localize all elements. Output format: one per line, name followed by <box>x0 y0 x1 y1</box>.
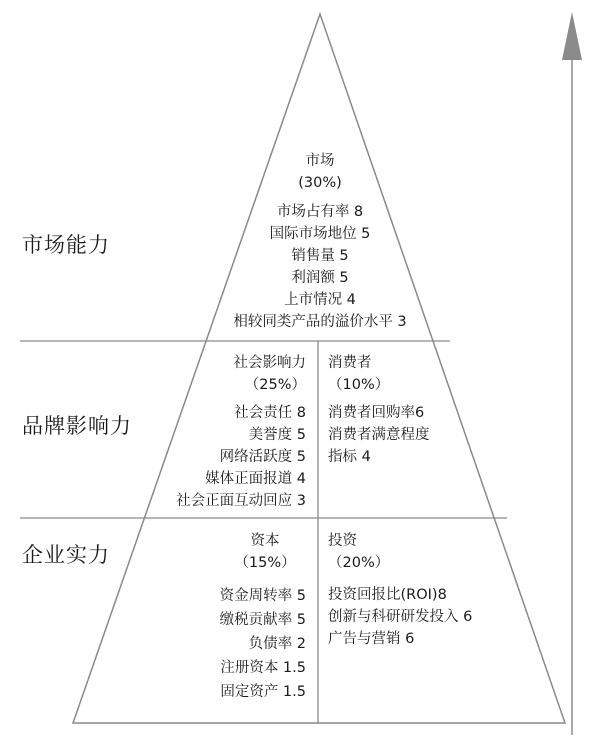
consumer-item: 指标 4 <box>328 449 371 465</box>
capital-header <box>220 530 310 574</box>
social-influence-item: 社会正面互动回应 3 <box>176 493 306 509</box>
capital-item: 注册资本 1.5 <box>220 660 306 676</box>
market-block <box>180 150 460 333</box>
investment-title: 投资 <box>328 533 357 549</box>
social-influence-item: 媒体正面报道 4 <box>205 471 306 487</box>
consumer-item: 消费者回购率6 <box>328 405 425 421</box>
investment-item: 广告与营销 6 <box>328 631 415 647</box>
investment-header <box>328 530 389 574</box>
market-item: 销售量 5 <box>291 248 349 264</box>
capital-title: 资本 <box>250 533 280 549</box>
social-influence-title: 社会影响力 <box>233 355 306 371</box>
market-item: 利润额 5 <box>291 270 349 286</box>
capital-weight: （15%） <box>234 555 296 571</box>
side-label-market-capability: 市场能力 <box>22 233 110 257</box>
consumer-title: 消费者 <box>328 355 372 371</box>
capital-item: 资金周转率 5 <box>219 588 306 604</box>
social-influence-weight: （25%） <box>244 377 306 393</box>
investment-weight: （20%） <box>328 555 390 571</box>
market-item: 市场占有率 8 <box>276 204 364 220</box>
capital-items <box>220 584 306 704</box>
social-influence-header <box>234 352 307 396</box>
side-label-enterprise-strength: 企业实力 <box>22 543 110 567</box>
capital-item: 固定资产 1.5 <box>220 684 306 700</box>
market-weight: (30%) <box>298 175 342 191</box>
market-item: 上市情况 4 <box>284 292 356 308</box>
arrow-up-icon <box>562 12 582 60</box>
side-label-brand-influence: 品牌影响力 <box>22 414 132 438</box>
capital-item: 负债率 2 <box>248 636 306 652</box>
social-influence-items <box>176 402 306 512</box>
market-item: 国际市场地位 5 <box>269 226 371 242</box>
social-influence-item: 社会责任 8 <box>234 405 306 421</box>
investment-items <box>328 584 472 650</box>
social-influence-item: 网络活跃度 5 <box>219 449 306 465</box>
consumer-item: 消费者满意程度 <box>328 427 430 443</box>
investment-item: 创新与科研研发投入 6 <box>328 609 473 625</box>
consumer-weight: （10%） <box>328 377 390 393</box>
social-influence-item: 美誉度 5 <box>248 427 306 443</box>
market-title: 市场 <box>305 153 335 169</box>
consumer-header <box>328 352 389 396</box>
pyramid-outline <box>73 14 565 723</box>
investment-item: 投资回报比(ROI)8 <box>328 587 447 603</box>
capital-item: 缴税贡献率 5 <box>219 612 306 628</box>
consumer-items <box>328 402 430 468</box>
market-item: 相较同类产品的溢价水平 3 <box>233 314 407 330</box>
